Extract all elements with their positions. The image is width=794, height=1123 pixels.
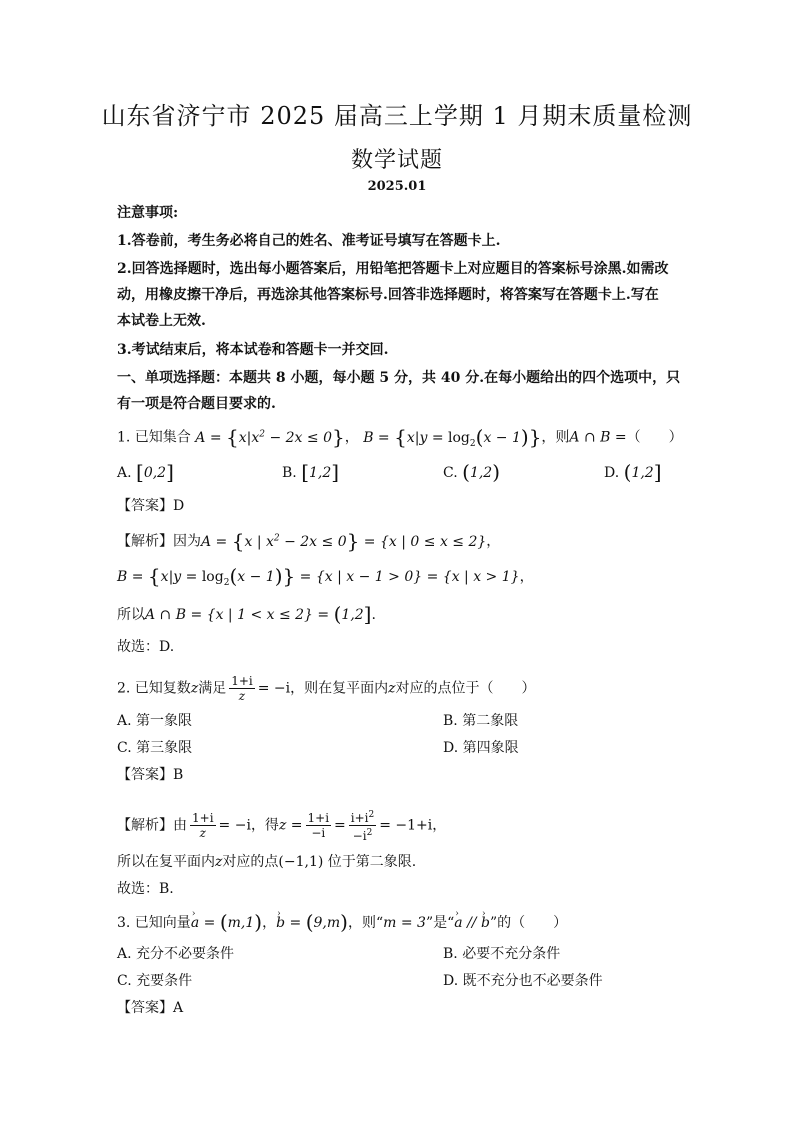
q1-option-d: D. (1,2] (604, 460, 662, 484)
notice-heading: 注意事项: (117, 205, 179, 221)
q3-option-b: B. 必要不充分条件 (443, 946, 561, 962)
q2-option-d: D. 第四象限 (443, 740, 519, 756)
q3-answer: 【答案】A (117, 1000, 184, 1016)
q2-option-b: B. 第二象限 (443, 713, 519, 729)
q1-set-b: $B = \{x|y = \log_2(x - 1)\}$ (363, 424, 542, 449)
q1-option-c: C. (1,2) (443, 460, 501, 484)
q2-answer: 【答案】B (117, 767, 184, 783)
q1-conclusion: 故选：D. (117, 639, 175, 655)
question-3: 3. 已知向量› a = (m,1)，› b = (9,m)，则“m = 3”是“› a // › b”的（ ） (117, 912, 567, 933)
q1-prefix: 1. 已知集合 (117, 429, 191, 446)
notice-item-2-line-2: 动，用橡皮擦干净后，再选涂其他答案标号.回答非选择题时，将答案写在答题卡上.写在 (117, 287, 659, 303)
question-2: 2. 已知复数z满足 $\frac{1+i}{z}$ = −i，则在复平面内z对应的点位于（ ） (117, 674, 536, 703)
q3-option-c: C. 充要条件 (117, 973, 193, 989)
q2-option-c: C. 第三象限 (117, 740, 193, 756)
exam-date: 2025.01 (367, 179, 427, 194)
q2-explanation-line-1: 【解析】由 $\frac{1+i}{z}$ = −i，得z = $\frac{1+i}{-i}$ = $\frac{i+i^2}{-i^2}$ = −1+i， (117, 810, 447, 843)
notice-item-2-line-1: 2.回答选择题时，选出每小题答案后，用铅笔把答题卡上对应题目的答案标号涂黑.如需改 (117, 261, 669, 277)
notice-item-1: 1.答卷前，考生务必将自己的姓名、准考证号填写在答题卡上. (117, 233, 501, 249)
q2-explanation-line-2: 所以在复平面内z对应的点(−1,1) 位于第二象限. (117, 854, 417, 870)
q1-explanation-line-3: 所以A ∩ B = {x | 1 < x ≤ 2} = (1,2]. (117, 602, 376, 626)
q2-option-a: A. 第一象限 (117, 713, 193, 729)
question-1: 1. 已知集合 $A = \{x|x^2 - 2x \le 0\}$， $B = \{x|y = \log_2(x - 1)\}$，则A ∩ B =（ ） (117, 424, 683, 449)
notice-item-3: 3.考试结束后，将本试卷和答题卡一并交回. (117, 342, 389, 358)
q1-intersection: A ∩ B = (569, 429, 627, 446)
q1-answer: 【答案】D (117, 498, 185, 514)
q1-option-b: B. [1,2] (282, 460, 340, 484)
q3-option-a: A. 充分不必要条件 (117, 946, 235, 962)
section-heading-line-1: 一、单项选择题：本题共 8 小题，每小题 5 分，共 40 分.在每小题给出的四个选项中，只 (117, 370, 681, 386)
document-title: 山东省济宁市 2025 届高三上学期 1 月期末质量检测 (101, 102, 693, 130)
q1-option-a: A. [0,2] (117, 460, 174, 484)
notice-item-2-line-3: 本试卷上无效. (117, 313, 206, 329)
q1-explanation-line-1: 【解析】因为A = {x | $x^2 - 2x \le 0\} = \{x$ | 0 ≤ x ≤ 2}， (117, 528, 501, 553)
q2-conclusion: 故选：B. (117, 881, 174, 897)
q3-option-d: D. 既不充分也不必要条件 (443, 973, 603, 989)
q1-explanation-line-2: $B = \{x|y = \log_2(x - 1)\} = \{x$ | x − 1 > 0} = {x | x > 1}， (117, 564, 534, 588)
q1-tail: （ ） (626, 429, 683, 446)
section-heading-line-2: 有一项是符合题目要求的. (117, 396, 276, 412)
q1-set-a: $A = \{x|x^2 - 2x \le 0\}$ (195, 424, 345, 449)
q1-mid: ，则 (541, 429, 570, 446)
document-subtitle: 数学试题 (350, 148, 443, 173)
